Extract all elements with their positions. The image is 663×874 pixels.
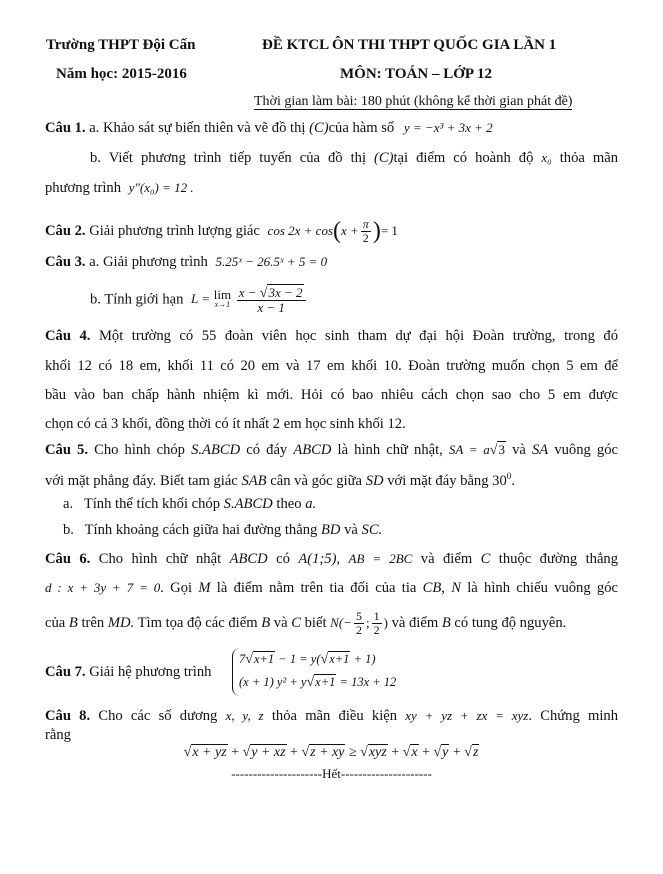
question-6-line-3: của B trên MD. Tìm tọa độ các điểm B và C biết N(− $\frac{5}{2}$ ; $\frac{1}{2}$ ) và điểm B có tung độ nguyên. xyxy=(45,609,567,637)
exam-time: Thời gian làm bài: 180 phút (không kể thời gian phát đề) xyxy=(254,94,573,109)
question-3a: Câu 3. a. Giải phương trình 5.25ˣ − 26.5ˣ + 5 = 0 xyxy=(45,254,328,270)
question-8-line-2: rằng xyxy=(45,727,71,743)
end-marker: ---------------------Hết--------------------- xyxy=(231,766,432,781)
question-6-line-2: d : x + 3y + 7 = 0. Gọi M là điểm nằm trên tia đối của tia CB, N là hình chiếu vuông góc xyxy=(45,580,618,596)
question-3b: b. Tính giới hạn L = lim x→1 $\frac{x - √3x - 2}{x - 1}$ xyxy=(90,286,618,314)
equation-1: 7√x+1 − 1 = y(√x+1 + 1) xyxy=(239,652,376,667)
question-6-line-1: Câu 6. Cho hình chữ nhật ABCD có A(1;5), AB = 2BC và điểm C thuộc đường thẳng xyxy=(45,551,619,567)
equation-system xyxy=(232,648,396,696)
question-5a: a. Tính thể tích khối chóp S.ABCD theo a. xyxy=(63,496,317,512)
question-4-line-3: bầu vào ban chấp hành nhiệm kì mới. Hỏi có bao nhiêu cách chọn sao cho 5 em được xyxy=(45,387,618,403)
question-1b: b. Viết phương trình tiếp tuyến của đồ thị (C)tại điểm có hoành độ x₀ thỏa mãn xyxy=(90,150,619,166)
question-4-line-2: khối 12 có 18 em, khối 11 có 20 em và 17 em khối 10. Đoàn trường muốn chọn 5 em để xyxy=(45,358,618,374)
inequality: √x + yz + √y + xz + √z + xy ≥ √xyz + √x + √y + √z xyxy=(183,745,479,760)
question-8-line-1: Câu 8. Cho các số dương x, y, z thỏa mãn điều kiện xy + yz + zx = xyz. Chứng minh xyxy=(45,708,618,724)
question-7: Câu 7. Giải hệ phương trình xyxy=(45,664,212,680)
question-4-line-4: chọn có cả 3 khối, đồng thời có ít nhất 2 em học sinh khối 12. xyxy=(45,416,406,432)
school-year: Năm học: 2015-2016 xyxy=(56,66,187,82)
question-2: Câu 2. Giải phương trình lượng giác cos 2x + cos(x + $\frac{\pi}{2}$ )= 1 xyxy=(45,217,398,245)
formula-1b: y"(x₀) = 12 . xyxy=(128,180,194,195)
formula-1a: y = −x³ + 3x + 2 xyxy=(403,120,493,135)
question-1b-cont: phương trình y"(x₀) = 12 . xyxy=(45,180,194,196)
exam-title: ĐỀ KTCL ÔN THI THPT QUỐC GIA LẦN 1 xyxy=(262,37,557,53)
school-name: Trường THPT Đội Cấn xyxy=(46,37,196,53)
question-5b: b. Tính khoảng cách giữa hai đường thẳng BD và SC. xyxy=(63,522,383,538)
formula-3a: 5.25ˣ − 26.5ˣ + 5 = 0 xyxy=(215,254,328,269)
equation-2: (x + 1) y² + y√x+1 = 13x + 12 xyxy=(239,675,397,690)
question-1a: Câu 1. a. Khảo sát sự biến thiên và vẽ đồ thị (C)của hàm số y = −x³ + 3x + 2 xyxy=(45,120,493,136)
question-4-line-1: Câu 4. Một trường có 55 đoàn viên học sinh tham dự đại hội Đoàn trường, trong đó xyxy=(45,328,619,344)
question-5-line-2: với mặt phẳng đáy. Biết tam giác SAB cân và góc giữa SD với mặt đáy bằng $30^0$. xyxy=(45,471,515,489)
exam-subject: MÔN: TOÁN – LỚP 12 xyxy=(340,66,492,82)
question-5-line-1: Câu 5. Cho hình chóp S.ABCD có đáy ABCD là hình chữ nhật, SA = a√3 và SA vuông góc xyxy=(45,442,618,458)
